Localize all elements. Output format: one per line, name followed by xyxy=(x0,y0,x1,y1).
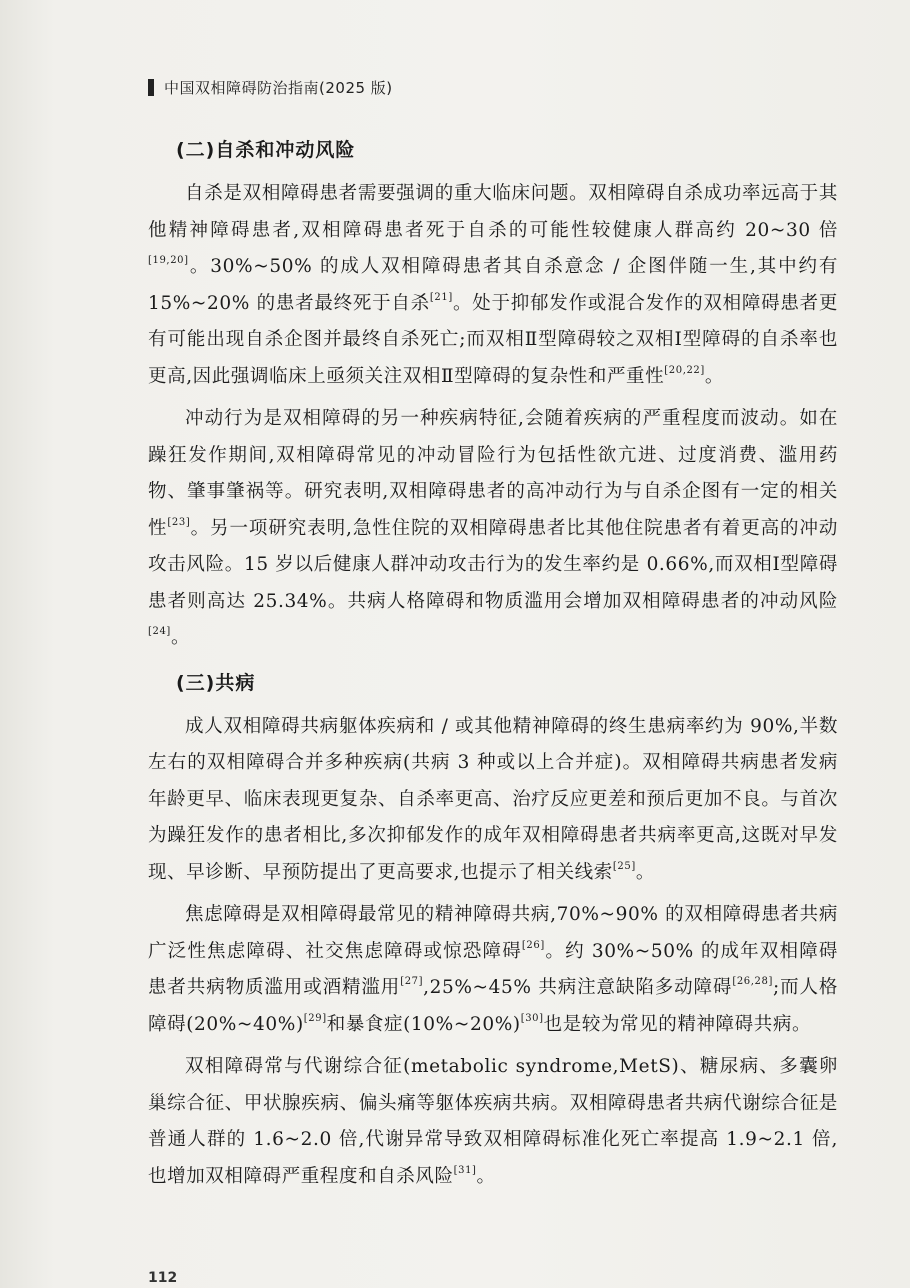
citation: [31] xyxy=(453,1164,477,1176)
citation: [25] xyxy=(612,860,636,872)
text-run: 也是较为常见的精神障碍共病。 xyxy=(543,1013,812,1035)
citation: [23] xyxy=(167,516,191,528)
citation: [26] xyxy=(521,939,545,951)
citation: [27] xyxy=(400,976,424,987)
text-run: 。 xyxy=(704,365,725,387)
paragraph-comorbidity-overview xyxy=(148,709,838,892)
text-run: ;而人格障碍(20%~40%) xyxy=(148,977,838,1035)
text-run: 。30%~50% 的成人双相障碍患者其自杀意念 / 企图伴随一生,其中约有 15%~20% 的患者最终死于自杀 xyxy=(148,256,838,314)
citation: [26,28] xyxy=(732,976,773,987)
citation: [29] xyxy=(303,1012,327,1024)
text-run: 自杀是双相障碍患者需要强调的重大临床问题。双相障碍自杀成功率远高于其他精神障碍患者,双相障碍患者死于自杀的可能性较健康人群高约 20~30 倍 xyxy=(148,183,838,241)
text-run: 成人双相障碍共病躯体疾病和 / 或其他精神障碍的终生患病率约为 90%,半数左右的双相障碍合并多种疾病(共病 3 种或以上合并症)。双相障碍共病患者发病年龄更早、临床表现更复杂、自杀率更高、治疗反应更差和预后更加不良。与首次为躁狂发作的患者相比,多次抑郁发作的成年双相障碍患者共病率更高,这既对早发现、早诊断、早预防提出了更高要求,也提示了相关线索 xyxy=(148,715,838,883)
paragraph-somatic-comorbidity xyxy=(148,1049,838,1195)
section-heading-suicide-impulsivity: (二)自杀和冲动风险 xyxy=(176,139,356,161)
text-run: 和暴食症(10%~20%) xyxy=(326,1013,521,1035)
citation: [20,22] xyxy=(664,364,705,376)
text-run: 焦虑障碍是双相障碍最常见的精神障碍共病,70%~90% 的双相障碍患者共病广泛性焦虑障碍、社交焦虑障碍或惊恐障碍 xyxy=(148,904,838,962)
text-run: 。约 30%~50% 的成年双相障碍患者共病物质滥用或酒精滥用 xyxy=(148,940,838,998)
text-run: 。 xyxy=(635,861,655,883)
running-header xyxy=(148,72,393,102)
text-run: ,25%~45% 共病注意缺陷多动障碍 xyxy=(423,977,733,998)
header-marker-bar xyxy=(148,79,154,96)
section-heading-comorbidity: (三)共病 xyxy=(176,671,256,694)
citation: [30] xyxy=(520,1012,544,1024)
text-run: 。另一项研究表明,急性住院的双相障碍患者比其他住院患者有着更高的冲动攻击风险。15 岁以后健康人群冲动攻击行为的发生率约是 0.66%,而双相Ⅰ型障碍患者则高达 25.34%。共病人格障碍和物质滥用会增加双相障碍患者的冲动风险 xyxy=(148,517,838,612)
paragraph-psychiatric-comorbidity xyxy=(148,897,838,1043)
citation: [21] xyxy=(429,291,453,303)
text-run: 。 xyxy=(170,627,191,648)
paragraph-suicide xyxy=(148,176,838,395)
page-body xyxy=(148,130,838,1201)
text-run: 双相障碍常与代谢综合征(metabolic syndrome,MetS)、糖尿病、多囊卵巢综合征、甲状腺疾病、偏头痛等躯体疾病共病。双相障碍患者共病代谢综合征是普通人群的 1.6~2.0 倍,代谢异常导致双相障碍标准化死亡率提高 1.9~2.1 倍,也增加双相障碍严重程度和自杀风险 xyxy=(148,1056,838,1187)
citation: [24] xyxy=(148,626,171,637)
text-run: 。 xyxy=(476,1165,496,1187)
page-number: 112 xyxy=(148,1270,178,1286)
citation: [19,20] xyxy=(148,255,189,266)
running-title: 中国双相障碍防治指南(2025 版) xyxy=(164,78,393,97)
text-run: 。处于抑郁发作或混合发作的双相障碍患者更有可能出现自杀企图并最终自杀死亡;而双相Ⅱ型障碍较之双相Ⅰ型障碍的自杀率也更高,因此强调临床上亟须关注双相Ⅱ型障碍的复杂性和严重性 xyxy=(148,292,838,387)
paragraph-impulsivity xyxy=(148,401,838,657)
text-run: 冲动行为是双相障碍的另一种疾病特征,会随着疾病的严重程度而波动。如在躁狂发作期间,双相障碍常见的冲动冒险行为包括性欲亢进、过度消费、滥用药物、肇事肇祸等。研究表明,双相障碍患者的高冲动行为与自杀企图有一定的相关性 xyxy=(148,408,838,539)
